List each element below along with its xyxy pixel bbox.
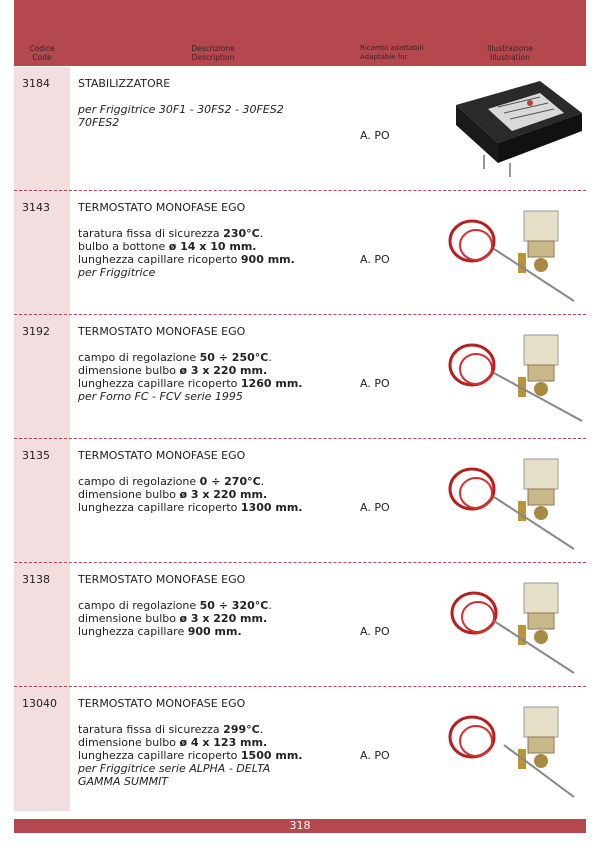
description-line: dimensione bulbo ø 3 x 220 mm. xyxy=(78,612,268,625)
product-description xyxy=(78,475,368,514)
description-line: lunghezza capillare 900 mm. xyxy=(78,625,242,638)
description-line: dimensione bulbo ø 3 x 220 mm. xyxy=(78,364,268,377)
adaptable-for: A. PO xyxy=(360,377,390,390)
description-line: per Friggitrice 30F1 - 30FS2 - 30FES2 xyxy=(78,103,284,116)
adaptable-for: A. PO xyxy=(360,129,390,142)
thermostat-icon xyxy=(444,321,586,433)
description-line: GAMMA SUMMIT xyxy=(78,775,169,788)
product-title: TERMOSTATO MONOFASE EGO xyxy=(78,201,246,214)
product-description xyxy=(78,103,368,129)
product-code: 13040 xyxy=(22,697,57,710)
adaptable-for: A. PO xyxy=(360,253,390,266)
description-line: lunghezza capillare ricoperto 1260 mm. xyxy=(78,377,303,390)
description-line: dimensione bulbo ø 4 x 123 mm. xyxy=(78,736,268,749)
thermostat-icon xyxy=(444,197,586,309)
product-title: TERMOSTATO MONOFASE EGO xyxy=(78,325,246,338)
product-title: TERMOSTATO MONOFASE EGO xyxy=(78,449,246,462)
adaptable-for: A. PO xyxy=(360,749,390,762)
description-line: campo di regolazione 50 ÷ 250°C. xyxy=(78,351,272,364)
product-title: STABILIZZATORE xyxy=(78,77,171,90)
product-description xyxy=(78,723,368,788)
page-number: 318 xyxy=(289,819,311,832)
description-line: taratura fissa di sicurezza 230°C. xyxy=(78,227,264,240)
product-description xyxy=(78,599,368,638)
page-footer xyxy=(14,819,586,833)
description-line: dimensione bulbo ø 3 x 220 mm. xyxy=(78,488,268,501)
thermostat-icon xyxy=(444,693,586,805)
product-description xyxy=(78,351,368,403)
description-line: lunghezza capillare ricoperto 1500 mm. xyxy=(78,749,303,762)
product-title: TERMOSTATO MONOFASE EGO xyxy=(78,573,246,586)
product-code: 3192 xyxy=(22,325,50,338)
description-line: campo di regolazione 50 ÷ 320°C. xyxy=(78,599,272,612)
header-description: Descrizione Description xyxy=(191,44,235,62)
product-code: 3184 xyxy=(22,77,50,90)
table-row xyxy=(14,315,586,439)
adaptable-for: A. PO xyxy=(360,501,390,514)
description-line: per Forno FC - FCV serie 1995 xyxy=(78,390,243,403)
header-illustration: Illustrazione Illustration xyxy=(487,44,533,62)
product-code: 3135 xyxy=(22,449,50,462)
adaptable-for: A. PO xyxy=(360,625,390,638)
product-title: TERMOSTATO MONOFASE EGO xyxy=(78,697,246,710)
stabilizer-icon xyxy=(444,73,586,185)
header-code: Codice Code xyxy=(29,44,55,62)
header-adaptable: Ricambi adattabili Adaptable for xyxy=(360,44,424,61)
table-row xyxy=(14,439,586,563)
product-code: 3143 xyxy=(22,201,50,214)
description-line: bulbo a bottone ø 14 x 10 mm. xyxy=(78,240,257,253)
product-code: 3138 xyxy=(22,573,50,586)
description-line: per Friggitrice xyxy=(78,266,156,279)
description-line: taratura fissa di sicurezza 299°C. xyxy=(78,723,264,736)
table-row xyxy=(14,191,586,315)
thermostat-icon xyxy=(444,445,586,557)
table-row xyxy=(14,67,586,191)
product-description xyxy=(78,227,368,279)
table-row xyxy=(14,687,586,811)
thermostat-icon xyxy=(444,569,586,681)
table-row xyxy=(14,563,586,687)
description-line: per Friggitrice serie ALPHA - DELTA xyxy=(78,762,271,775)
description-line: lunghezza capillare ricoperto 900 mm. xyxy=(78,253,295,266)
description-line: lunghezza capillare ricoperto 1300 mm. xyxy=(78,501,303,514)
description-line: campo di regolazione 0 ÷ 270°C. xyxy=(78,475,265,488)
description-line: 70FES2 xyxy=(78,116,120,129)
